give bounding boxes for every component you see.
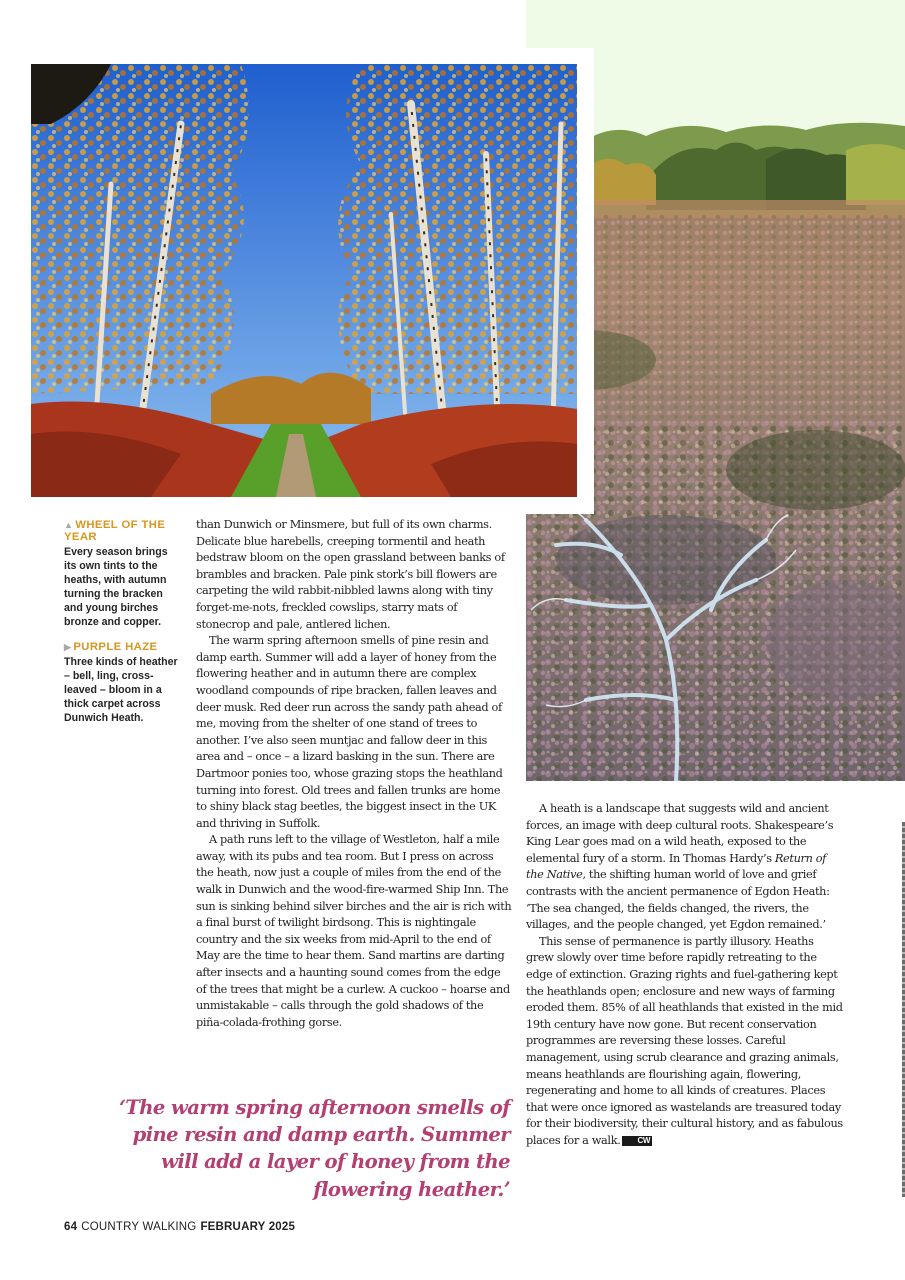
magazine-name: COUNTRY WALKING xyxy=(81,1221,197,1233)
end-mark: CW xyxy=(622,1136,652,1146)
caption-title: WHEEL OF THE YEAR xyxy=(64,519,166,543)
right-triangle-icon: ▶ xyxy=(64,641,72,652)
photo-captions xyxy=(64,519,182,725)
page-number: 64 xyxy=(64,1221,78,1233)
body-paragraph: than Dunwich or Minsmere, but full of its own charms. Delicate blue harebells, creeping tormentil and heath bedstraw bloom on the open grassland between banks of brambles and bracken. Pale pink stork’s bill flowers are carpeting the wild rabbit-nibbled lawns along with tiny forget-me-nots, freckled cowslips, starry mats of stonecrop and pale, antlered lichen. xyxy=(196,518,505,631)
body-paragraph: A heath is a landscape that suggests wild and ancient forces, an image with deep cultural roots. Shakespeare’s King Lear goes mad on a wild heath, exposed to the elemental fury of a storm. In Thomas Hardy’s Return of the Native, the shifting human world of love and grief contrasts with the ancient permanence of Egdon Heath: ‘The sea changed, the fields changed, the rivers, the villages, and the people changed, yet Egdon remained.’ xyxy=(526,802,834,932)
up-triangle-icon: ▲ xyxy=(64,520,74,530)
body-column-left xyxy=(196,517,512,1031)
page-footer xyxy=(64,1221,295,1233)
issue-date: FEBRUARY 2025 xyxy=(200,1221,296,1233)
birch-path-photo xyxy=(31,64,577,497)
caption-wheel-of-the-year xyxy=(64,519,182,630)
caption-purple-haze xyxy=(64,641,182,725)
body-column-right xyxy=(526,801,844,1149)
caption-title: PURPLE HAZE xyxy=(73,640,158,653)
body-paragraph: This sense of permanence is partly illusory. Heaths grew slowly over time before rapidly retreating to the edge of extinction. Grazing rights and fuel-gathering kept the heathlands open; enclosure and new ways of farming eroded them. 85% of all heathlands that existed in the mid 19th century have now gone. But recent conservation programmes are reversing these losses. Careful management, using scrub clearance and grazing animals, means heathlands are flourishing again, flowering, regenerating and home to all kinds of creatures. Places that were once ignored as wastelands are treasured today for their biodiversity, their cultural history, and as fabulous places for a walk. CW xyxy=(526,934,843,1147)
caption-text: Every season brings its own tints to the heaths, with autumn turning the bracken and young birches bronze and copper. xyxy=(64,546,168,629)
pull-quote: ‘The warm spring afternoon smells of pine resin and damp earth. Summer will add a layer of honey from the flowering heather.’ xyxy=(119,1096,510,1201)
book-title: Return of the Native xyxy=(526,851,827,882)
caption-text: Three kinds of heather – bell, ling, cross-leaved – bloom in a thick carpet across Dunwich Heath. xyxy=(64,655,178,724)
body-paragraph: A path runs left to the village of Westleton, half a mile away, with its pubs and tea room. But I press on across the heath, now just a couple of miles from the end of the walk in Dunwich and the wood-fire-warmed Ship Inn. The sun is sinking behind silver birches and the air is rich with a final burst of twilight birdsong. This is nightingale country and the six weeks from mid-April to the end of May are the time to hear them. Sand martins are darting after insects and a haunting sound comes from the edge of the trees that might be a curlew. A cuckoo – hoarse and unmistakable – calls through the gold shadows of the piña-colada-frothing gorse. xyxy=(196,833,512,1029)
body-paragraph: The warm spring afternoon smells of pine resin and damp earth. Summer will add a layer of honey from the flowering heather and in autumn there are complex woodland compounds of ripe bracken, fallen leaves and deer musk. Red deer run across the sandy path ahead of me, moving from the shelter of one stand of trees to another. I’ve also seen muntjac and fallow deer in this area and – once – a lizard basking in the sun. There are Dartmoor ponies too, whose grazing stops the heathland turning into forest. Old trees and fallen trunks are home to shiny black stag beetles, the biggest insect in the UK and thriving in Suffolk. xyxy=(196,634,503,830)
